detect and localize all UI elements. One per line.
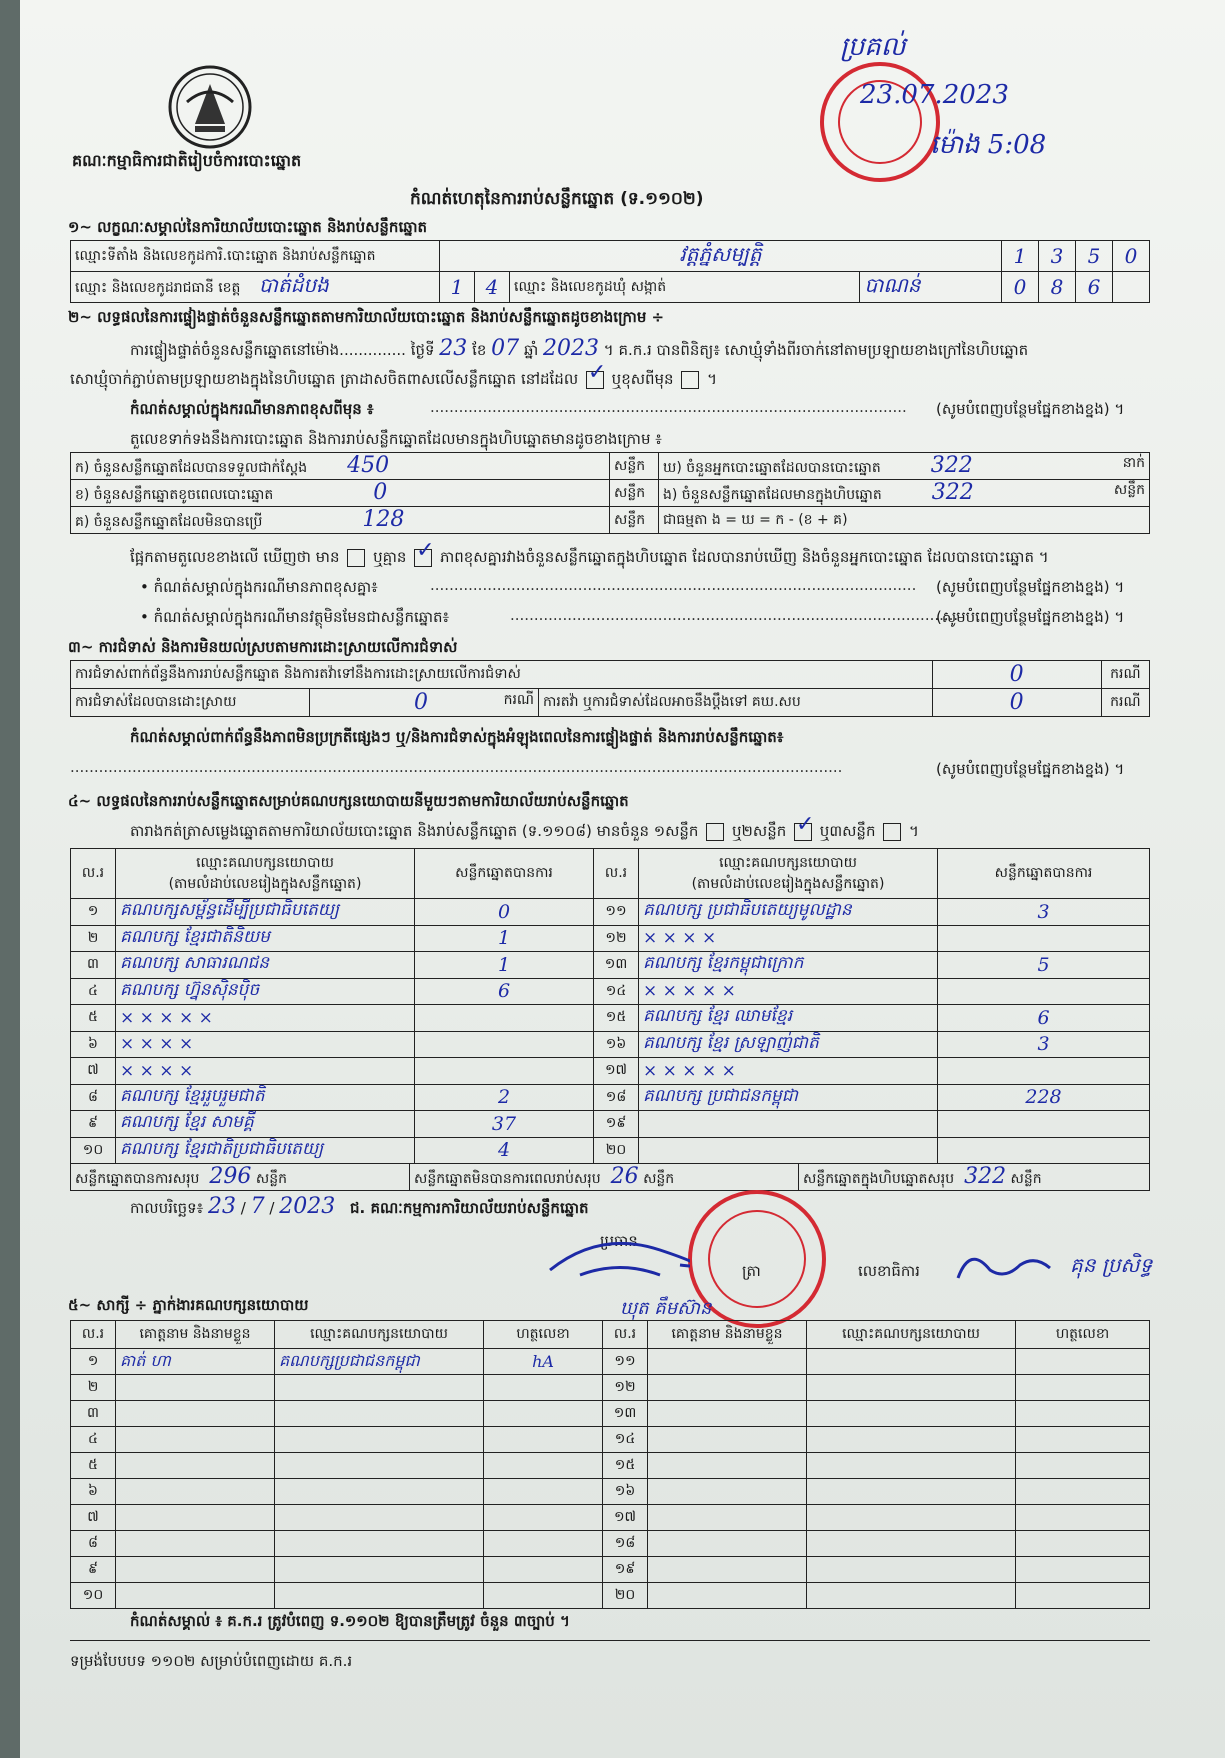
seal-label: ត្រា [742, 1262, 761, 1280]
result-votes: 6 [415, 978, 594, 1005]
witness-sign: hA [484, 1349, 603, 1375]
result-party: គណបក្ស ហ្វ៊ុនស៊ិនប៉ិច [116, 978, 415, 1005]
verify-line-2: សោឃ្មុំចាក់ភ្ជាប់តាមប្រឡាយខាងក្នុងនៃហិបឆ្នោត ត្រាដាសចិតពាសលើសន្លឹកឆ្នោត នៅដដែល ✓ ឬខុសពីមុន ។ [70, 370, 717, 389]
results-row [71, 978, 1150, 1005]
appeal-label: ការតវ៉ា ឬការជំទាស់ដែលអាចនឹងប្តឹងទៅ គឃ.សប [539, 689, 933, 717]
witness-row [71, 1557, 1150, 1583]
box-total-unit: សន្លឹក [1010, 1171, 1042, 1187]
stamp-note-c: ម៉ោង 5:08 [930, 130, 1047, 160]
witness-h-sign: ហត្ថលេខា [484, 1321, 603, 1349]
section3-title: ៣~ ការជំទាស់ និងការមិនយល់ស្របតាមការដោះស្រាយលើការជំទាស់ [68, 638, 458, 656]
section1-title: ១~ លក្ខណៈសម្គាល់នៃការិយាល័យបោះឆ្នោត និងរាប់សន្លឹកឆ្នោត [68, 218, 428, 236]
resolved-label: ការជំទាស់ដែលបានដោះស្រាយ [71, 689, 310, 717]
tally-intro: តារាងកត់ត្រាសម្លេងឆ្នោតតាមការិយាល័យបោះឆ្នោត និងរាប់សន្លឹកឆ្នោត (ទ.១១០៨) មានចំនួន ១សន្លឹក [130, 822, 699, 840]
k-unit: សន្លឹក [610, 453, 659, 480]
result-votes-r [938, 1111, 1150, 1138]
stamp-note-a: ប្រគល់ [840, 32, 906, 62]
result-party: គណបក្ស ខ្មែរជាតិប្រជាធិបតេយ្យ [116, 1137, 415, 1164]
witness-no: ៣ [71, 1401, 116, 1427]
witness-no: ៦ [71, 1479, 116, 1505]
witness-no: ៥ [71, 1453, 116, 1479]
witness-row [71, 1505, 1150, 1531]
witness-row [71, 1479, 1150, 1505]
witness-name-r [648, 1375, 807, 1401]
witness-row [71, 1453, 1150, 1479]
witness-no: ៨ [71, 1531, 116, 1557]
appeal-unit: ករណី [1101, 689, 1149, 717]
gh-unit: នាក់ [1122, 455, 1145, 471]
formula: ជាធម្មតា ង = ឃ = ក - (ខ + គ) [659, 507, 1150, 534]
result-votes: 2 [415, 1084, 594, 1111]
witness-party [275, 1453, 484, 1479]
appeal-value: 0 [932, 689, 1101, 717]
witness-sign [484, 1375, 603, 1401]
witness-sign [484, 1557, 603, 1583]
section5-title: ៥~ សាក្សី ÷ ភ្នាក់ងារគណបក្សនយោបាយ [68, 1296, 309, 1314]
witness-name [116, 1375, 275, 1401]
three-page-label: ឬ៣សន្លឹក [819, 822, 876, 840]
results-h-no-r: ល.រ [594, 849, 639, 899]
witness-sign [484, 1453, 603, 1479]
witness-party [275, 1427, 484, 1453]
result-party-r: × × × × [639, 925, 938, 952]
result-votes-r: 6 [938, 1005, 1150, 1032]
note-different: កំណត់សម្គាល់ក្នុងករណីមានភាពខុសពីមុន ៖ [130, 400, 374, 418]
date-label: កាលបរិច្ឆេទ៖ [130, 1199, 204, 1217]
verify-text-e: សោឃ្មុំចាក់ភ្ជាប់តាមប្រឡាយខាងក្នុងនៃហិបឆ្នោត ត្រាដាសចិតពាសលើសន្លឹកឆ្នោត នៅដដែល [70, 370, 579, 388]
results-row [71, 1058, 1150, 1085]
results-h-no: ល.រ [71, 849, 116, 899]
witness-name-r [648, 1557, 807, 1583]
result-party-r: គណបក្ស ខ្មែរ ឈាមខ្មែរ [639, 1005, 938, 1032]
results-row [71, 1111, 1150, 1138]
witness-party [275, 1531, 484, 1557]
province-code-2: 4 [475, 272, 510, 303]
commune-value: បាណន់ [860, 272, 1002, 303]
location-code-3: 5 [1076, 241, 1113, 272]
resolved-unit: ករណី [503, 692, 534, 708]
valid-total-label: សន្លឹកឆ្នោតបានការសរុប [75, 1171, 200, 1187]
result-no-r: ១១ [594, 899, 639, 926]
result-votes-r [938, 1058, 1150, 1085]
result-party: គណបក្ស សាធារណជន [116, 952, 415, 979]
fill-back-4: (សូមបំពេញបន្ថែមផ្នែកខាងខ្នង) ។ [936, 760, 1125, 778]
results-table [70, 848, 1150, 1164]
ng-label: ង) ចំនួនសន្លឹកឆ្នោតដែលមានក្នុងហិបឆ្នោត [663, 487, 882, 503]
chair-signature-icon [540, 1220, 690, 1290]
witness-row [71, 1349, 1150, 1375]
result-votes: 1 [415, 925, 594, 952]
result-no-r: ១៨ [594, 1084, 639, 1111]
commune-code-2: 8 [1039, 272, 1076, 303]
result-no-r: ១៤ [594, 978, 639, 1005]
verify-day: 23 [439, 336, 468, 361]
witness-row [71, 1401, 1150, 1427]
witness-sign-r [1016, 1531, 1150, 1557]
witness-row [71, 1427, 1150, 1453]
footer-text: ទម្រង់បែបបទ ១១០២ សម្រាប់បំពេញដោយ គ.ក.រ [70, 1652, 353, 1670]
witness-name [116, 1479, 275, 1505]
fill-back-2: (សូមបំពេញបន្ថែមផ្នែកខាងខ្នង) ។ [936, 578, 1125, 596]
witness-no-r: ១៨ [603, 1531, 648, 1557]
note-foreign-object: • កំណត់សម្គាល់ក្នុងករណីមានវត្ថុមិនមែនជាសន្លឹកឆ្នោត៖ [140, 608, 450, 626]
result-party-r: × × × × × [639, 1058, 938, 1085]
result-votes-r: 5 [938, 952, 1150, 979]
result-no: ១ [71, 899, 116, 926]
valid-total-value: 296 [209, 1164, 252, 1189]
witness-name [116, 1531, 275, 1557]
witness-sign-r [1016, 1427, 1150, 1453]
three-page-checkbox[interactable] [883, 823, 901, 841]
witness-name [116, 1427, 275, 1453]
witness-name [116, 1583, 275, 1609]
results-row [71, 925, 1150, 952]
witness-name-r [648, 1453, 807, 1479]
witness-no: ៩ [71, 1557, 116, 1583]
witness-sign-r [1016, 1349, 1150, 1375]
section2-title: ២~ លទ្ធផលនៃការផ្ទៀងផ្ទាត់ចំនួនសន្លឹកឆ្នោតតាមការិយាល័យបោះឆ្នោត និងរាប់សន្លឹកឆ្នោតដូចខាងក្រោម ÷ [68, 308, 665, 326]
result-no-r: ១៦ [594, 1031, 639, 1058]
date-year: 2023 [279, 1194, 336, 1219]
witness-party: គណបក្សប្រជាជនកម្ពុជា [275, 1349, 484, 1375]
figures-table [70, 452, 1150, 534]
witness-row [71, 1531, 1150, 1557]
witness-no: ២ [71, 1375, 116, 1401]
chair-label: ប្រធាន [600, 1232, 638, 1250]
witness-no: ៧ [71, 1505, 116, 1531]
valid-total-unit: សន្លឹក [255, 1171, 287, 1187]
witness-row [71, 1583, 1150, 1609]
discrepancy-text: ភាពខុសគ្នារវាងចំនួនសន្លឹកឆ្នោតក្នុងហិបឆ្នោត ដែលបានរាប់ឃើញ និងចំនួនអ្នកបោះឆ្នោត ដែលបានបោះឆ្នោត ។ [439, 548, 1049, 566]
witness-h-sign-r: ហត្ថលេខា [1016, 1321, 1150, 1349]
witness-party-r [807, 1505, 1016, 1531]
irregularity-note: កំណត់សម្គាល់ពាក់ព័ន្ធនឹងភាពមិនប្រក្រតីផ្សេងៗ ឬ/និងការជំទាស់ក្នុងអំឡុងពេលនៃការផ្ទៀងផ្ទាត់ និងការរាប់សន្លឹកឆ្នោត៖ [130, 728, 784, 746]
witness-name-r [648, 1401, 807, 1427]
witness-no: ១ [71, 1349, 116, 1375]
witness-no-r: ១៧ [603, 1505, 648, 1531]
result-no: ៨ [71, 1084, 116, 1111]
results-h-party: ឈ្មោះគណបក្សនយោបាយ [196, 854, 334, 871]
has-checkbox[interactable] [347, 549, 365, 567]
result-party-r: × × × × × [639, 978, 938, 1005]
location-code-4: 0 [1113, 241, 1150, 272]
witness-h-party-r: ឈ្មោះគណបក្សនយោបាយ [807, 1321, 1016, 1349]
result-no: ៣ [71, 952, 116, 979]
results-h-votes: សន្លឹកឆ្នោតបានការ [415, 849, 594, 899]
totals-table [70, 1163, 1150, 1191]
witness-no-r: ១៣ [603, 1401, 648, 1427]
result-party: × × × × [116, 1058, 415, 1085]
result-no: ៩ [71, 1111, 116, 1138]
witness-no-r: ១១ [603, 1349, 648, 1375]
secretary-name: គុន ប្រសិទ្ធ [1070, 1253, 1153, 1277]
result-party: គណបក្សសម្ព័ន្ធដើម្បីប្រជាធិបតេយ្យ [116, 899, 415, 926]
witness-h-party: ឈ្មោះគណបក្សនយោបាយ [275, 1321, 484, 1349]
witness-party [275, 1401, 484, 1427]
result-votes-r [938, 925, 1150, 952]
result-party: គណបក្ស ខ្មែរ សាមគ្គី [116, 1111, 415, 1138]
kh-value: 0 [373, 480, 388, 505]
none-label: ឬគ្មាន [373, 548, 407, 566]
witness-sign [484, 1479, 603, 1505]
sign-org: ជ. គណៈកម្មការការិយាល័យរាប់សន្លឹកឆ្នោត [350, 1199, 589, 1217]
figures-intro: តួលេខទាក់ទងនឹងការបោះឆ្នោត និងការរាប់សន្លឹកឆ្នោតដែលមានក្នុងហិបឆ្នោតមានដូចខាងក្រោម ៖ [130, 430, 662, 448]
commune-code-1: 0 [1002, 272, 1039, 303]
result-no-r: ១៣ [594, 952, 639, 979]
witness-party-r [807, 1583, 1016, 1609]
two-page-checkbox[interactable] [794, 823, 812, 841]
result-party-r: គណបក្ស ខ្មែរកម្ពុជាក្រោក [639, 952, 938, 979]
witness-no-r: ១៤ [603, 1427, 648, 1453]
province-code-1: 1 [440, 272, 475, 303]
result-votes: 0 [415, 899, 594, 926]
result-no-r: ១២ [594, 925, 639, 952]
witness-name-r [648, 1427, 807, 1453]
kh-label: ខ) ចំនួនសន្លឹកឆ្នោតខូចពេលបោះឆ្នោត [75, 487, 274, 503]
witness-name [116, 1505, 275, 1531]
witness-party-r [807, 1531, 1016, 1557]
witness-h-name-r: គោត្តនាម និងនាមខ្លួន [648, 1321, 807, 1349]
result-party-r: គណបក្ស ខ្មែរ ស្រឡាញ់ជាតិ [639, 1031, 938, 1058]
footer-rule [70, 1640, 1150, 1641]
witness-party [275, 1375, 484, 1401]
witness-no-r: ១៥ [603, 1453, 648, 1479]
form-sheet: គណៈកម្មាធិការជាតិរៀបចំការបោះឆ្នោត ប្រគល់ 23.07.2023 ម៉ោង 5:08 កំណត់ហេតុនៃការរាប់សន្លឹកឆ្នោត (ទ.១១០២) ១~ លក្ខណៈសម្គាល់នៃការិយាល័យបោះឆ្នោត និងរាប់សន្លឹកឆ្នោត ឈ្មោះទីតាំង និងលេខកូដការិ.បោះឆ្នោត និងរាប់សន្លឹកឆ្នោត វត្តភ្នំសម្បត្តិ 1 3 5 0 ឈ្មោះ និងលេខកូដរាជធានី ខេត្ត បាត់ដំបង 1 4 ឈ្មោះ និងលេខកូដឃុំ សង្កាត់ បាណន់ 0 8 6 ២~ លទ្ធផលនៃការផ្ទៀងផ្ទាត់ចំនួនសន្លឹកឆ្នោតតាមការិយាល័យបោះឆ្នោត និងរាប់សន្លឹកឆ្នោតដូចខាងក្រោម ÷ ការផ្ទៀងផ្ទាត់ចំនួនសន្លឹកឆ្នោតនៅម៉ោង.............. ថ្ងៃទី 23 ខែ 07 ឆ្នាំ 2023 ។ គ.ក.រ បានពិនិត្យ៖ សោឃ្មុំទាំងពីរចាក់នៅតាមប្រឡាយខាងក្រៅនៃហិបឆ្នោត សោឃ្មុំចាក់ភ្ជាប់តាមប្រឡាយខាងក្នុងនៃហិបឆ្នោត ត្រាដាសចិតពាសលើសន្លឹកឆ្នោត នៅដដែល ✓ ឬខុសពីមុន ។ កំណត់សម្គាល់ក្នុងករណីមានភាពខុសពីមុន ៖ .................................................................................................... (សូមបំពេញបន្ថែមផ្នែកខាងខ្នង) ។ តួលេខទាក់ទងនឹងការបោះឆ្នោត និងការរាប់សន្លឹកឆ្នោតដែលមានក្នុងហិបឆ្នោតមានដូចខាងក្រោម ៖ ក) ចំនួនសន្លឹកឆ្នោតដែលបានទទួលជាក់ស្តែង 450 សន្លឹក ឃ) ចំនួនអ្នកបោះឆ្នោតដែលបានបោះឆ្នោត 322 នាក់ ខ) ចំនួនសន្លឹកឆ្នោតខូចពេលបោះឆ្នោត 0 សន្លឹក ង) ចំនួនសន្លឹកឆ្នោតដែលមានក្នុងហិបឆ្នោត 322 សន្លឹក គ) ចំនួនសន្លឹកឆ្នោតដែលមិនបានប្រើ 128 សន្លឹក ជាធម្មតា ង = ឃ = ក - (ខ + គ) ផ្អែកតាមតួលេខខាងលើ ឃើញថា មាន ឬគ្មាន ✓ ភាពខុសគ្នារវាងចំនួនសន្លឹកឆ្នោតក្នុងហិបឆ្នោត ដែលបានរាប់ឃើញ និងចំនួនអ្នកបោះឆ្នោត ដែលបានបោះឆ្នោត ។ • កំណត់សម្គាល់ក្នុងករណីមានភាពខុសគ្នា៖ ...................................................................................................... (សូមបំពេញបន្ថែមផ្នែកខាងខ្នង) ។ • កំណត់សម្គាល់ក្នុងករណីមានវត្ថុមិនមែនជាសន្លឹកឆ្នោត៖ .............................................................................................. (សូមបំពេញបន្ថែមផ្នែកខាងខ្នង) ។ ៣~ ការជំទាស់ និងការមិនយល់ស្របតាមការដោះស្រាយលើការជំទាស់ ការជំទាស់ពាក់ព័ន្ធនឹងការរាប់សន្លឹកឆ្នោត និងការតវ៉ាទៅនឹងការដោះស្រាយលើការជំទាស់ 0 ករណី ការជំទាស់ដែលបានដោះស្រាយ 0 ករណី ការតវ៉ា ឬការជំទាស់ដែលអាចនឹងប្តឹងទៅ គឃ.សប 0 ករណី កំណត់សម្គាល់ពាក់ព័ន្ធនឹងភាពមិនប្រក្រតីផ្សេងៗ ឬ/និងការជំទាស់ក្នុងអំឡុងពេលនៃការផ្ទៀងផ្ទាត់ និងការរាប់សន្លឹកឆ្នោត៖ .................................................................................................................................................................. (សូមបំពេញបន្ថែមផ្នែកខាងខ្នង) ។ ៤~ លទ្ធផលនៃការរាប់សន្លឹកឆ្នោតសម្រាប់គណបក្សនយោបាយនីមួយៗតាមការិយាល័យរាប់សន្លឹកឆ្នោត តារាងកត់ត្រាសម្លេងឆ្នោតតាមការិយាល័យបោះឆ្នោត និងរាប់សន្លឹកឆ្នោត (ទ.១១០៨) មានចំនួន ១សន្លឹក ឬ២សន្លឹក ✓ ឬ៣សន្លឹក ។ ល.រ ឈ្មោះគណបក្សនយោបាយ (តាមលំដាប់លេខរៀងក្នុងសន្លឹកឆ្នោត) សន្លឹកឆ្នោតបានការ ល.រ ឈ្មោះគណបក្សនយោបាយ (តាមលំដាប់លេខរៀងក្នុងសន្លឹកឆ្នោត) សន្លឹកឆ្នោតបានការ ១ គណបក្សសម្ព័ន្ធដើម្បីប្រជាធិបតេយ្យ 0 ១១ គណបក្ស ប្រជាធិបតេយ្យមូលដ្ឋាន 3 ២ គណបក្ស ខ្មែរជាតិនិយម 1 ១២ × × × × ៣ គណបក្ស សាធារណជន 1 ១៣ គណបក្ស ខ្មែរកម្ពុជាក្រោក 5 ៤ គណបក្ស ហ្វ៊ុនស៊ិនប៉ិច 6 ១៤ × × × × × ៥ × × × × × ១៥ គណបក្ស ខ្មែរ ឈាមខ្មែរ 6 ៦ × × × × ១៦ គណបក្ស ខ្មែរ ស្រឡាញ់ជាតិ 3 ៧ × × × × ១៧ × × × × × ៨ គណបក្ស ខ្មែររួបរួមជាតិ 2 ១៨ គណបក្ស ប្រជាជនកម្ពុជា 228 ៩ គណបក្ស ខ្មែរ សាមគ្គី 37 ១៩ ១០ គណបក្ស ខ្មែរជាតិប្រជាធិបតេយ្យ 4 ២០ សន្លឹកឆ្នោតបានការសរុប 296 សន្លឹក សន្លឹកឆ្នោតមិនបានការពេលរាប់សរុប 26 សន្លឹក សន្លឹកឆ្នោតក្នុងហិបឆ្នោតសរុប 322 សន្លឹក កាលបរិច្ឆេទ៖ 23 / 7 / 2023 ជ. គណៈកម្មការការិយាល័យរាប់សន្លឹកឆ្នោត ប្រធាន ឃុត គឹមស៊ាន ត្រា លេខាធិការ គុន ប្រសិទ្ធ ៥~ សាក្សី ÷ ភ្នាក់ងារគណបក្សនយោបាយ ល.រ គោត្តនាម និងនាមខ្លួន ឈ្មោះគណបក្សនយោបាយ ហត្ថលេខា ល.រ គោត្តនាម និងនាមខ្លួន ឈ្មោះគណបក្សនយោបាយ ហត្ថលេខា ១ គាត់ ហា គណបក្សប្រជាជនកម្ពុជា hA ១១ ២ ១២ ៣ ១៣ ៤ ១៤ ៥ ១៥ ៦ ១៦ ៧ ១៧ ៨ ១៨ ៩ ១៩ ១០ ២០ កំណត់សម្គាល់ ៖ គ.ក.រ ត្រូវបំពេញ ទ.១១០២ ឱ្យបានត្រឹមត្រូវ ចំនួន ៣ច្បាប់ ។ ទម្រង់បែបបទ ១១០២ សម្រាប់បំពេញដោយ គ.ក.រ [20, 0, 1225, 1758]
witness-sign [484, 1401, 603, 1427]
result-votes: 4 [415, 1137, 594, 1164]
verify-line-1 [130, 336, 1029, 361]
witness-h-no-r: ល.រ [603, 1321, 648, 1349]
verify-text-b: ខែ [472, 341, 487, 359]
verify-text-d: ។ គ.ក.រ បានពិនិត្យ៖ សោឃ្មុំទាំងពីរចាក់នៅតាមប្រឡាយខាងក្រៅនៃហិបឆ្នោត [603, 341, 1029, 359]
results-row [71, 1031, 1150, 1058]
witness-table [70, 1320, 1150, 1609]
same-checkbox[interactable] [586, 371, 604, 389]
results-row [71, 899, 1150, 926]
witness-party [275, 1505, 484, 1531]
ng-unit: សន្លឹក [1113, 482, 1145, 498]
result-party: គណបក្ស ខ្មែររួបរួមជាតិ [116, 1084, 415, 1111]
gh-value: 322 [930, 453, 973, 478]
witness-sign-r [1016, 1583, 1150, 1609]
result-votes-r: 228 [938, 1084, 1150, 1111]
invalid-total-value: 26 [610, 1164, 639, 1189]
commune-code-3: 6 [1076, 272, 1113, 303]
result-votes: 37 [415, 1111, 594, 1138]
witness-sign-r [1016, 1557, 1150, 1583]
location-code-1: 1 [1002, 241, 1039, 272]
stamp-note-b: 23.07.2023 [860, 80, 1009, 110]
result-votes: 1 [415, 952, 594, 979]
witness-party-r [807, 1401, 1016, 1427]
witness-party-r [807, 1375, 1016, 1401]
result-no-r: ១៩ [594, 1111, 639, 1138]
ko-label: គ) ចំនួនសន្លឹកឆ្នោតដែលមិនបានប្រើ [75, 514, 263, 530]
verify-text-c: ឆ្នាំ [523, 341, 539, 359]
result-party: × × × × × [116, 1005, 415, 1032]
complaints-label: ការជំទាស់ពាក់ព័ន្ធនឹងការរាប់សន្លឹកឆ្នោត និងការតវ៉ាទៅនឹងការដោះស្រាយលើការជំទាស់ [71, 661, 933, 689]
witness-sign [484, 1583, 603, 1609]
discrepancy-line [130, 548, 1049, 567]
witness-h-no: ល.រ [71, 1321, 116, 1349]
k-value: 450 [347, 453, 390, 478]
witness-no-r: ១៩ [603, 1557, 648, 1583]
box-total-value: 322 [964, 1164, 1007, 1189]
has-label: ផ្អែកតាមតួលេខខាងលើ ឃើញថា មាន [130, 548, 340, 566]
witness-name [116, 1557, 275, 1583]
different-label: ឬខុសពីមុន [611, 370, 674, 388]
form-title: កំណត់ហេតុនៃការរាប់សន្លឹកឆ្នោត (ទ.១១០២) [410, 189, 704, 209]
verify-text-a: ការផ្ទៀងផ្ទាត់ចំនួនសន្លឹកឆ្នោតនៅម៉ោង.............. ថ្ងៃទី [130, 341, 435, 359]
result-votes [415, 1058, 594, 1085]
witness-name: គាត់ ហា [116, 1349, 275, 1375]
witness-no: ១០ [71, 1583, 116, 1609]
result-votes-r [938, 1137, 1150, 1164]
witness-sign [484, 1505, 603, 1531]
org-name: គណៈកម្មាធិការជាតិរៀបចំការបោះឆ្នោត [72, 151, 302, 170]
results-h-party2-r: (តាមលំដាប់លេខរៀងក្នុងសន្លឹកឆ្នោត) [691, 875, 885, 892]
witness-h-name: គោត្តនាម និងនាមខ្លួន [116, 1321, 275, 1349]
ng-value: 322 [931, 480, 974, 505]
results-h-party-r: ឈ្មោះគណបក្សនយោបាយ [719, 854, 857, 871]
witness-name-r [648, 1479, 807, 1505]
ko-unit: សន្លឹក [610, 507, 659, 534]
results-h-votes-r: សន្លឹកឆ្នោតបានការ [938, 849, 1150, 899]
box-total-label: សន្លឹកឆ្នោតក្នុងហិបឆ្នោតសរុប [803, 1171, 955, 1187]
result-votes-r: 3 [938, 1031, 1150, 1058]
secretary-signature-icon [950, 1240, 1060, 1290]
gh-label: ឃ) ចំនួនអ្នកបោះឆ្នោតដែលបានបោះឆ្នោត [663, 460, 881, 476]
fill-back-1: (សូមបំពេញបន្ថែមផ្នែកខាងខ្នង) ។ [936, 400, 1125, 418]
result-no: ៦ [71, 1031, 116, 1058]
chair-name: ឃុត គឹមស៊ាន [620, 1298, 712, 1319]
result-party-r: គណបក្ស ប្រជាជនកម្ពុជា [639, 1084, 938, 1111]
witness-party-r [807, 1349, 1016, 1375]
witness-sign-r [1016, 1375, 1150, 1401]
witness-party [275, 1583, 484, 1609]
nec-emblem-icon [165, 62, 255, 152]
province-label: ឈ្មោះ និងលេខកូដរាជធានី ខេត្ត [75, 280, 241, 296]
witness-party-r [807, 1557, 1016, 1583]
resolved-value: 0 [414, 690, 428, 715]
result-no: ៥ [71, 1005, 116, 1032]
none-checkbox[interactable] [414, 549, 432, 567]
tally-pages: តារាងកត់ត្រាសម្លេងឆ្នោតតាមការិយាល័យបោះឆ្នោត និងរាប់សន្លឹកឆ្នោត (ទ.១១០៨) មានចំនួន ១សន្លឹក ឬ២សន្លឹក ✓ ឬ៣សន្លឹក ។ [130, 822, 919, 841]
kh-unit: សន្លឹក [610, 480, 659, 507]
result-no-r: ២០ [594, 1137, 639, 1164]
location-code-2: 3 [1039, 241, 1076, 272]
complaints-unit: ករណី [1101, 661, 1149, 689]
fill-back-3: (សូមបំពេញបន្ថែមផ្នែកខាងខ្នង) ។ [936, 608, 1125, 626]
location-table [70, 240, 1150, 303]
secretary-label: លេខាធិការ [858, 1262, 920, 1280]
verify-month: 07 [491, 336, 520, 361]
result-votes-r [938, 978, 1150, 1005]
different-checkbox[interactable] [681, 371, 699, 389]
witness-sign-r [1016, 1479, 1150, 1505]
result-votes-r: 3 [938, 899, 1150, 926]
witness-name-r [648, 1583, 807, 1609]
result-votes [415, 1005, 594, 1032]
result-no-r: ១៥ [594, 1005, 639, 1032]
witness-no-r: ១៦ [603, 1479, 648, 1505]
result-party-r [639, 1111, 938, 1138]
witness-row [71, 1375, 1150, 1401]
result-no: ១០ [71, 1137, 116, 1164]
witness-sign [484, 1427, 603, 1453]
witness-sign [484, 1531, 603, 1557]
result-no: ២ [71, 925, 116, 952]
witness-sign-r [1016, 1505, 1150, 1531]
results-row [71, 1005, 1150, 1032]
commune-label: ឈ្មោះ និងលេខកូដឃុំ សង្កាត់ [510, 272, 860, 303]
note-discrepancy: • កំណត់សម្គាល់ក្នុងករណីមានភាពខុសគ្នា៖ [140, 578, 378, 596]
witness-no: ៤ [71, 1427, 116, 1453]
result-no-r: ១៧ [594, 1058, 639, 1085]
witness-party-r [807, 1453, 1016, 1479]
ko-value: 128 [362, 507, 405, 532]
witness-name-r [648, 1531, 807, 1557]
result-party: គណបក្ស ខ្មែរជាតិនិយម [116, 925, 415, 952]
result-party: × × × × [116, 1031, 415, 1058]
witness-party [275, 1479, 484, 1505]
date-day: 23 [208, 1194, 237, 1219]
verify-year: 2023 [543, 336, 600, 361]
witness-name-r [648, 1505, 807, 1531]
witness-no-r: ១២ [603, 1375, 648, 1401]
section4-title: ៤~ លទ្ធផលនៃការរាប់សន្លឹកឆ្នោតសម្រាប់គណបក្សនយោបាយនីមួយៗតាមការិយាល័យរាប់សន្លឹកឆ្នោត [68, 792, 629, 810]
province-value: បាត់ដំបង [258, 273, 329, 297]
date-month: 7 [250, 1194, 265, 1219]
witness-name [116, 1453, 275, 1479]
witness-no-r: ២០ [603, 1583, 648, 1609]
date-line: កាលបរិច្ឆេទ៖ 23 / 7 / 2023 ជ. គណៈកម្មការការិយាល័យរាប់សន្លឹកឆ្នោត [130, 1194, 589, 1219]
one-page-checkbox[interactable] [706, 823, 724, 841]
witness-party [275, 1557, 484, 1583]
footnote: កំណត់សម្គាល់ ៖ គ.ក.រ ត្រូវបំពេញ ទ.១១០២ ឱ្យបានត្រឹមត្រូវ ចំនួន ៣ច្បាប់ ។ [130, 1612, 570, 1630]
witness-sign-r [1016, 1453, 1150, 1479]
invalid-total-label: សន្លឹកឆ្នោតមិនបានការពេលរាប់សរុប [414, 1171, 601, 1187]
witness-sign-r [1016, 1401, 1150, 1427]
results-row [71, 1137, 1150, 1164]
result-no: ៧ [71, 1058, 116, 1085]
results-h-party2: (តាមលំដាប់លេខរៀងក្នុងសន្លឹកឆ្នោត) [168, 875, 362, 892]
location-value: វត្តភ្នំសម្បត្តិ [440, 241, 1002, 272]
invalid-total-unit: សន្លឹក [643, 1171, 675, 1187]
results-row [71, 1084, 1150, 1111]
witness-name [116, 1401, 275, 1427]
result-party-r [639, 1137, 938, 1164]
witness-party-r [807, 1479, 1016, 1505]
two-page-label: ឬ២សន្លឹក [732, 822, 787, 840]
result-party-r: គណបក្ស ប្រជាធិបតេយ្យមូលដ្ឋាន [639, 899, 938, 926]
witness-party-r [807, 1427, 1016, 1453]
location-label: ឈ្មោះទីតាំង និងលេខកូដការិ.បោះឆ្នោត និងរាប់សន្លឹកឆ្នោត [71, 241, 440, 272]
complaints-table [70, 660, 1150, 717]
results-row [71, 952, 1150, 979]
witness-name-r [648, 1349, 807, 1375]
complaints-value: 0 [932, 661, 1101, 689]
k-label: ក) ចំនួនសន្លឹកឆ្នោតដែលបានទទួលជាក់ស្តែង [75, 460, 308, 476]
result-votes [415, 1031, 594, 1058]
result-no: ៤ [71, 978, 116, 1005]
